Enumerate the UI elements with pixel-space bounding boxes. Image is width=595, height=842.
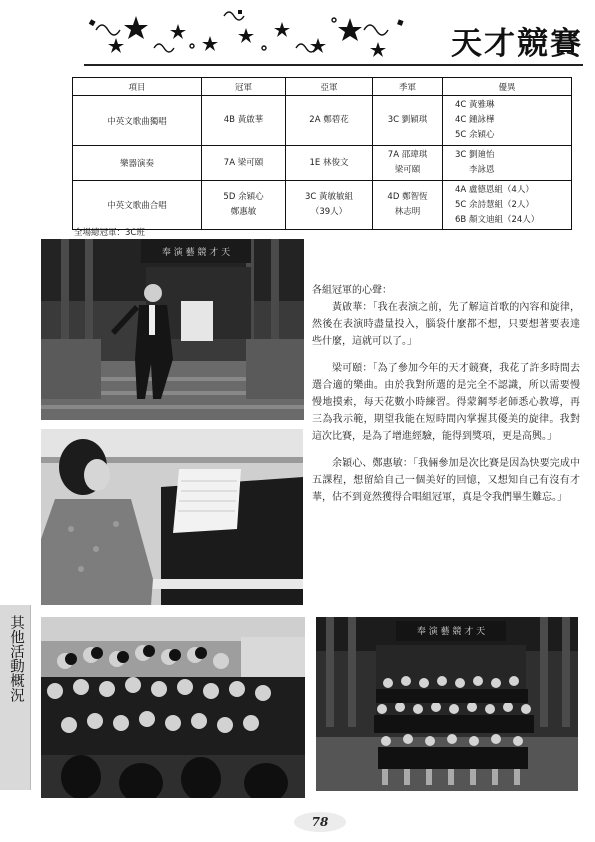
page-number: 78 — [294, 812, 346, 832]
champion-comments — [312, 282, 580, 516]
cell-line: 5C 余詩慧組（2人） — [455, 199, 534, 210]
overall-champion-note: 全場總冠軍：3C班 — [74, 228, 145, 238]
comment-paragraph: 梁可頤：「為了參加今年的天才競賽，我花了許多時間去選合適的樂曲。由於我對所選的是完全不認識，所以需要慢慢地摸索，每天花數小時練習。得蒙鋼琴老師悉心教導，再三為我示範，期望我能在短時間內掌握其優美的旋律。我對這次比賽，是為了增進經驗，能得到獎項，更是高興。」 — [312, 363, 580, 442]
cell-line: 5D 余穎心 — [223, 192, 264, 202]
star-icon — [310, 38, 326, 53]
cell-first-runner-up — [286, 146, 373, 181]
table-header-row — [73, 78, 572, 96]
table-row — [73, 146, 572, 181]
cell-line: 3C 劉穎琪 — [387, 115, 428, 125]
comment-paragraph: 黃啟華：「我在表演之前，先了解這首歌的內容和旋律，然後在表演時盡量投入，腦袋什麼都不想，只要想著要表達些什麼，這就可以了。」 — [312, 302, 580, 347]
star-icon — [170, 24, 186, 39]
star-icon — [370, 42, 386, 57]
cell-honorable — [443, 181, 572, 230]
cell-line: 4A 盧德恩組（4人） — [455, 184, 534, 195]
cell-line: 1E 林俊文 — [309, 157, 349, 168]
cell-line: 林志明 — [394, 207, 421, 217]
cell-item: 樂器演奏 — [73, 146, 202, 181]
cell-item: 中英文歌曲合唱 — [73, 181, 202, 230]
cell-first-runner-up — [286, 96, 373, 146]
cell-line: 6B 顏文迪組（24人） — [455, 214, 540, 225]
col-header-first-runner-up: 亞軍 — [286, 78, 373, 96]
col-header-champion: 冠軍 — [202, 78, 286, 96]
cell-champion — [202, 146, 286, 181]
star-icon — [124, 16, 148, 39]
col-header-item: 項目 — [73, 78, 202, 96]
cell-line: （39人） — [310, 207, 348, 217]
stage-banner: 奉 演 藝 競 才 天 — [161, 248, 231, 258]
confetti-dot — [190, 44, 194, 48]
cell-line: 梁可頤 — [394, 165, 421, 175]
col-header-second-runner-up: 季軍 — [373, 78, 443, 96]
photo-pianist — [41, 429, 303, 605]
star-icon — [338, 18, 362, 41]
confetti-streamer — [364, 25, 388, 35]
cell-line: 4C 鍾詠樺 — [455, 115, 495, 125]
cell-second-runner-up — [373, 146, 443, 181]
comments-heading: 各組冠軍的心聲： — [312, 285, 392, 296]
photo-choir-closeup — [41, 617, 305, 798]
table-row — [73, 96, 572, 146]
cell-first-runner-up — [286, 181, 373, 230]
cell-champion — [202, 181, 286, 230]
cell-second-runner-up — [373, 96, 443, 146]
confetti-streamer — [154, 44, 174, 52]
cell-honorable — [443, 96, 572, 146]
col-header-honorable: 優異 — [443, 78, 572, 96]
cell-line: 李詠恩 — [469, 165, 495, 175]
cell-line: 5C 余穎心 — [455, 130, 495, 140]
confetti-streamer — [96, 25, 120, 35]
star-icon — [238, 28, 254, 43]
star-icon — [202, 36, 218, 51]
cell-line: 2A 鄭碧花 — [309, 115, 349, 125]
table-row — [73, 181, 572, 230]
cell-line: 3C 黃敏敏組 — [304, 192, 354, 202]
cell-line: 7A 梁可頤 — [223, 157, 264, 168]
star-icon — [274, 22, 290, 37]
title-underline — [84, 64, 583, 66]
star-banner-decoration — [88, 8, 406, 58]
photo-soloist-singing — [41, 239, 304, 420]
cell-line: 4B 黃啟華 — [223, 115, 264, 125]
page-title: 天才競賽 — [451, 26, 583, 62]
stage-banner: 奉 演 藝 競 才 天 — [416, 627, 486, 637]
cell-honorable — [443, 146, 572, 181]
confetti-dot — [332, 18, 336, 22]
cell-champion — [202, 96, 286, 146]
comment-paragraph: 余穎心、鄭惠敏：「我倆參加是次比賽是因為快要完成中五課程，想留給自己一個美好的回憶，又想知自己有沒有才華，估不到竟然獲得合唱組冠軍，真是令我們畢生難忘。」 — [312, 458, 580, 503]
results-table — [72, 77, 572, 230]
cell-line: 3C 劉廸怡 — [455, 150, 495, 160]
cell-line: 4D 鄭智恆 — [387, 192, 428, 202]
cell-item: 中英文歌曲獨唱 — [73, 96, 202, 146]
confetti-dot — [262, 46, 266, 50]
star-icon — [108, 38, 124, 53]
section-label: 其他活動概況 — [8, 615, 24, 702]
cell-line: 4C 黃雅琳 — [455, 100, 495, 110]
photo-choir-stage — [316, 617, 578, 791]
cell-second-runner-up — [373, 181, 443, 230]
cell-line: 7A 邵瑋琪 — [387, 150, 428, 160]
cell-line: 鄭惠敏 — [230, 207, 257, 217]
